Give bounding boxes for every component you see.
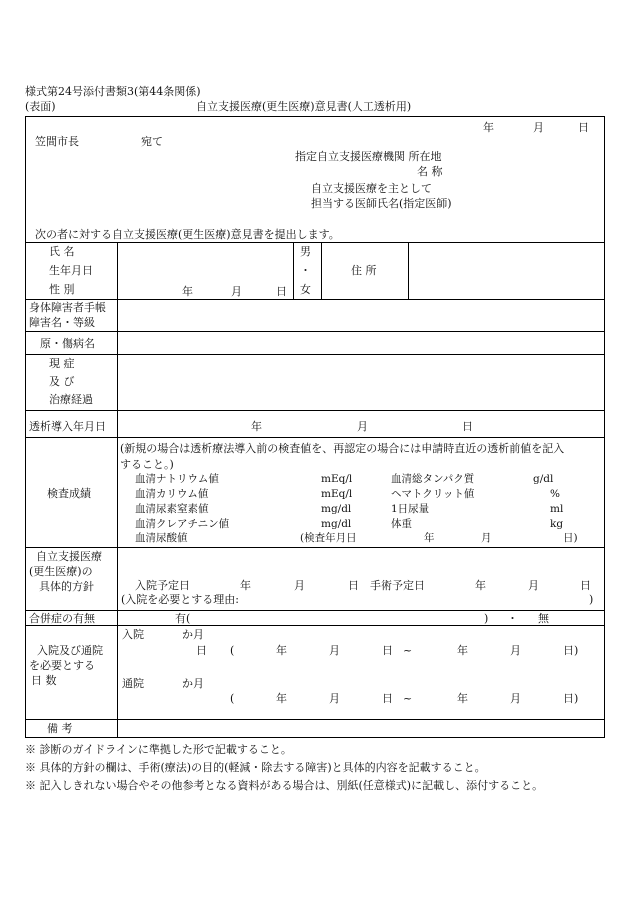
inpatient-label: 入院 xyxy=(122,628,144,641)
outpatient-open: ( xyxy=(230,692,235,705)
dialysis-year: 年 xyxy=(251,420,262,433)
doctor-label-line1: 自立支援医療を主として xyxy=(311,182,432,195)
statement: 次の者に対する自立支援医療(更生医療)意見書を提出します。 xyxy=(35,228,340,241)
complication-label: 合併症の有無 xyxy=(29,612,95,625)
row-divider xyxy=(25,299,605,300)
exam-date-day: 日) xyxy=(563,532,578,544)
inpatient-from-day: 日 xyxy=(382,644,393,657)
exam-note-line1: (新規の場合は透析療法導入前の検査値を、再認定の場合には申請時直近の透析前値を記入 xyxy=(120,442,565,455)
exam-label: 検査成績 xyxy=(47,487,91,500)
exam-item-unit: g/dl xyxy=(533,473,554,485)
institution-name-label: 名 称 xyxy=(417,165,443,178)
row-divider xyxy=(25,547,605,548)
note-1: ※ 診断のガイドラインに準拠した形で記載すること。 xyxy=(25,743,292,756)
exam-item-unit: % xyxy=(550,488,560,500)
column-divider xyxy=(321,242,322,299)
row-divider xyxy=(25,331,605,332)
exam-date-year: 年 xyxy=(424,532,435,544)
inpatient-from-year: 年 xyxy=(276,644,287,657)
recipient: 笠間市長 xyxy=(35,135,79,148)
exam-item-name: 血清クレアチニン値 xyxy=(135,518,230,530)
exam-item-unit: mg/dl xyxy=(321,503,352,515)
inpatient-open: ( xyxy=(230,644,235,657)
label-column-divider xyxy=(117,242,118,738)
row-divider xyxy=(25,354,605,355)
form-number: 様式第24号添付書類3(第44条関係) xyxy=(25,85,201,98)
plan-label-2: (更生医療)の xyxy=(29,565,93,578)
inpatient-to-month: 月 xyxy=(510,644,521,657)
sex-separator: ・ xyxy=(300,264,311,277)
row-divider xyxy=(25,242,605,243)
row-divider xyxy=(25,625,605,626)
form-side: (表面) xyxy=(25,100,56,113)
date-month: 月 xyxy=(533,121,544,134)
dialysis-day: 日 xyxy=(462,420,473,433)
institution-address-label: 指定自立支援医療機関 所在地 xyxy=(295,150,442,163)
note-3: ※ 記入しきれない場合やその他参考となる資料がある場合は、別紙(任意様式)に記載し、添付すること。 xyxy=(25,779,544,792)
birth-month: 月 xyxy=(231,285,242,298)
visits-label-1: 入院及び通院 xyxy=(37,644,103,657)
admission-month: 月 xyxy=(294,579,305,592)
condition-label-2: 及 び xyxy=(49,375,75,388)
exam-note-line2: すること。) xyxy=(120,458,174,471)
outpatient-from-day: 日 xyxy=(382,692,393,705)
doctor-label-line2: 担当する医師氏名(指定医師) xyxy=(311,197,452,210)
outpatient-label: 通院 xyxy=(122,677,144,690)
outpatient-months: か月 xyxy=(182,677,204,690)
birth-day: 日 xyxy=(276,285,287,298)
column-divider xyxy=(408,242,409,299)
outpatient-to-month: 月 xyxy=(510,692,521,705)
condition-label-3: 治療経過 xyxy=(49,393,93,406)
exam-date-month: 月 xyxy=(481,532,492,544)
exam-item-name: 体重 xyxy=(391,518,412,530)
complication-separator: ・ xyxy=(507,612,518,625)
exam-item-name: 血清尿素窒素値 xyxy=(135,503,209,515)
outpatient-to-day: 日) xyxy=(563,692,579,705)
recipient-suffix: 宛て xyxy=(141,135,163,148)
disease-name-label: 原・傷病名 xyxy=(40,337,95,350)
exam-item-name: 血清総タンパク質 xyxy=(391,473,475,485)
outpatient-from-month: 月 xyxy=(329,692,340,705)
admission-reason-close: ) xyxy=(589,593,594,606)
name-label: 氏 名 xyxy=(49,245,75,258)
plan-label-3: 具体的方針 xyxy=(39,580,94,593)
complication-yes: 有( xyxy=(175,612,191,625)
exam-item-name: 血清カリウム値 xyxy=(135,488,209,500)
admission-year: 年 xyxy=(240,579,251,592)
admission-reason-label: (入院を必要とする理由: xyxy=(121,593,239,606)
birth-year: 年 xyxy=(182,285,193,298)
note-2: ※ 具体的方針の欄は、手術(療法)の目的(軽減・除去する障害)と具体的内容を記載すること。 xyxy=(25,761,486,774)
exam-item-unit: kg xyxy=(550,518,564,530)
exam-item-unit: mEq/l xyxy=(321,473,353,485)
dialysis-start-label: 透析導入年月日 xyxy=(29,420,106,433)
visits-label-2: を必要とする xyxy=(29,659,95,672)
address-label: 住 所 xyxy=(351,264,377,277)
surgery-year: 年 xyxy=(475,579,486,592)
dialysis-month: 月 xyxy=(357,420,368,433)
inpatient-days: 日 xyxy=(196,644,207,657)
exam-item-name: ヘマトクリット値 xyxy=(391,488,475,500)
exam-item-unit: ml xyxy=(550,503,564,515)
outpatient-range: ~ xyxy=(403,692,413,705)
condition-label-1: 現 症 xyxy=(49,357,75,370)
row-divider xyxy=(25,410,605,411)
plan-label-1: 自立支援医療 xyxy=(36,550,102,563)
column-divider xyxy=(293,242,294,299)
row-divider xyxy=(25,610,605,611)
date-year: 年 xyxy=(483,121,494,134)
exam-item-name: 血清尿酸値 xyxy=(135,532,188,544)
inpatient-from-month: 月 xyxy=(329,644,340,657)
row-divider xyxy=(25,437,605,438)
visits-label-3: 日 数 xyxy=(31,674,57,687)
outpatient-to-year: 年 xyxy=(457,692,468,705)
inpatient-to-day: 日) xyxy=(563,644,579,657)
surgery-date-label: 手術予定日 xyxy=(370,579,425,592)
date-day: 日 xyxy=(578,121,589,134)
form-title: 自立支援医療(更生医療)意見書(人工透析用) xyxy=(196,100,412,113)
disability-grade-label: 障害名・等級 xyxy=(29,316,95,329)
inpatient-months: か月 xyxy=(182,628,204,641)
sex-male: 男 xyxy=(300,245,311,258)
sex-label: 性 別 xyxy=(49,283,75,296)
complication-no: 無 xyxy=(538,612,549,625)
admission-date-label: 入院予定日 xyxy=(135,579,190,592)
sex-female: 女 xyxy=(300,283,311,296)
surgery-day: 日 xyxy=(580,579,591,592)
exam-item-name: 血清ナトリウム値 xyxy=(135,473,219,485)
exam-item-unit: mEq/l xyxy=(321,488,353,500)
disability-book-label: 身体障害者手帳 xyxy=(29,301,106,314)
row-divider xyxy=(25,719,605,720)
admission-day: 日 xyxy=(348,579,359,592)
exam-date-label: (検査年月日 xyxy=(300,532,357,544)
inpatient-to-year: 年 xyxy=(457,644,468,657)
birth-label: 生年月日 xyxy=(49,264,93,277)
outpatient-from-year: 年 xyxy=(276,692,287,705)
surgery-month: 月 xyxy=(528,579,539,592)
exam-item-name: 1日尿量 xyxy=(391,503,430,515)
exam-item-unit: mg/dl xyxy=(321,518,352,530)
remarks-label: 備 考 xyxy=(47,722,73,735)
complication-close: ) xyxy=(484,612,489,625)
inpatient-range: ~ xyxy=(403,644,413,657)
